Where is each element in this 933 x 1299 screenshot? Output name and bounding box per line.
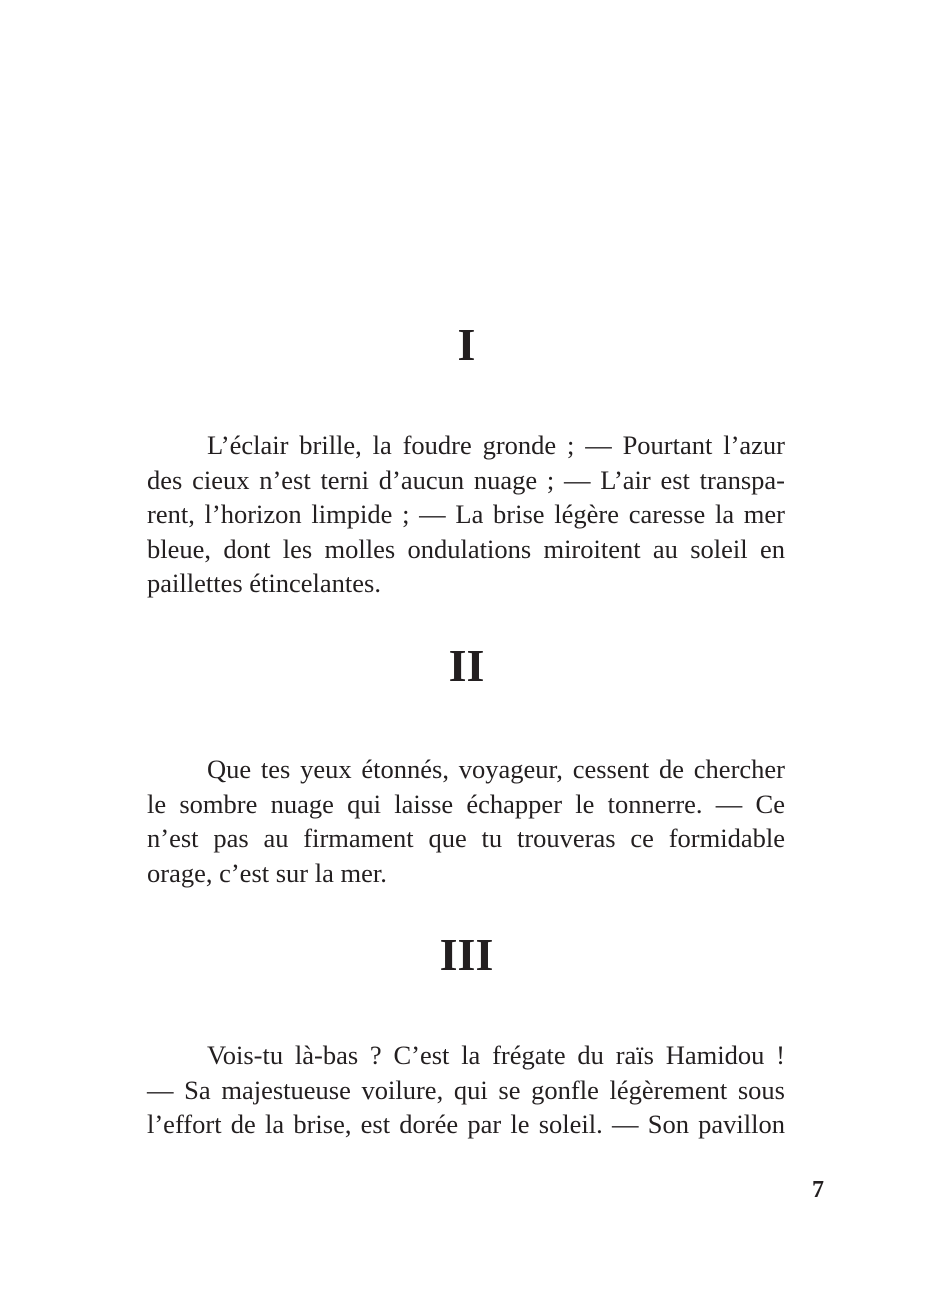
paragraph-line: L’éclair brille, la foudre gronde ; — Pourtant l’azur bbox=[207, 430, 785, 460]
paragraph-line: le sombre nuage qui laisse échapper le tonnerre. — Ce bbox=[147, 788, 785, 819]
paragraph-line: des cieux n’est terni d’aucun nuage ; — L’air est transpa- bbox=[147, 464, 785, 495]
section-1-paragraph bbox=[147, 428, 785, 601]
section-2-paragraph bbox=[147, 752, 785, 890]
paragraph-line: orage, c’est sur la mer. bbox=[147, 857, 387, 888]
paragraph-line: bleue, dont les molles ondulations miroitent au soleil en bbox=[147, 533, 785, 564]
section-heading-3: III bbox=[439, 929, 494, 980]
paragraph-line: — Sa majestueuse voilure, qui se gonfle légèrement sous bbox=[147, 1074, 785, 1105]
paragraph-line: Vois-tu là-bas ? C’est la frégate du raïs Hamidou ! bbox=[207, 1040, 785, 1070]
section-heading-1: I bbox=[457, 319, 476, 370]
paragraph-line: paillettes étincelantes. bbox=[147, 568, 381, 598]
paragraph-line: rent, l’horizon limpide ; — La brise légère caresse la mer bbox=[147, 499, 785, 529]
section-3-paragraph bbox=[147, 1038, 785, 1142]
section-heading-2: II bbox=[448, 640, 485, 691]
paragraph-line: n’est pas au firmament que tu trouveras ce formidable bbox=[147, 823, 785, 853]
paragraph-line: l’effort de la brise, est dorée par le soleil. — Son pavillon bbox=[147, 1109, 785, 1139]
page-number: 7 bbox=[812, 1177, 824, 1203]
paragraph-line: Que tes yeux étonnés, voyageur, cessent de chercher bbox=[207, 754, 785, 784]
